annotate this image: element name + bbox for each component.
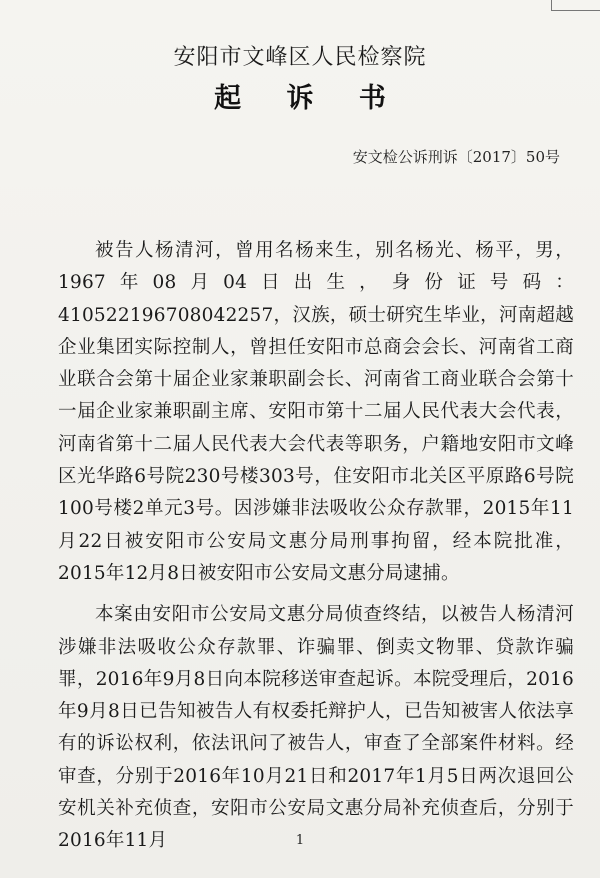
procuratorate-name: 安阳市文峰区人民检察院 — [173, 45, 427, 70]
indictment-body — [58, 235, 574, 858]
page-number: 1 — [295, 833, 305, 848]
paragraph-defendant-info: 被告人杨清河，曾用名杨来生，别名杨光、杨平，男，1967年08月04日出生，身份证号码：410522196708042257，汉族，硕士研究生毕业，河南超越企业集团实际控制人，曾担任安阳市总商会会长、河南省工商业联合会第十届企业家兼职副会长、河南省工商业联合会第十一届企业家兼职副主席、安阳市第十二届人民代表大会代表，河南省第十二届人民代表大会代表等职务，户籍地安阳市文峰区光华路6号院230号楼303号，住安阳市北关区平原路6号院100号楼2单元3号。因涉嫌非法吸收公众存款罪，2015年11月22日被安阳市公安局文惠分局刑事拘留，经本院批准，2015年12月8日被安阳市公安局文惠分局逮捕。 — [58, 240, 574, 584]
paragraph-case-process: 本案由安阳市公安局文惠分局侦查终结，以被告人杨清河涉嫌非法吸收公众存款罪、诈骗罪、倒卖文物罪、贷款诈骗罪，2016年9月8日向本院移送审查起诉。本院受理后，2016年9月8日已告知被告人有权委托辩护人，已告知被害人依法享有的诉讼权利，依法讯问了被告人，审查了全部案件材料。经审查，分别于2016年10月21日和2017年1月5日两次退回公安机关补充侦查，安阳市公安局文惠分局补充侦查后，分别于2016年11月 — [58, 604, 574, 852]
document-number: 安文检公诉刑诉〔2017〕50号 — [352, 148, 560, 166]
document-title: 起 诉 书 — [214, 83, 404, 114]
page-edge-mark — [551, 0, 600, 11]
